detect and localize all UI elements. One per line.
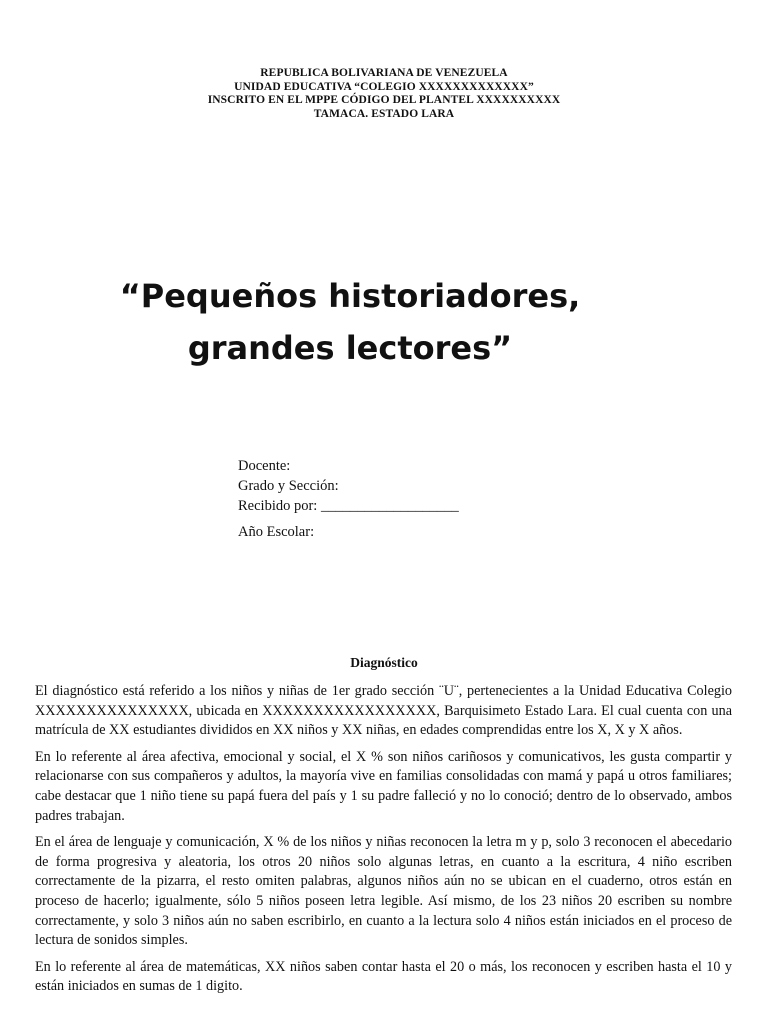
header-line-republic: REPUBLICA BOLIVARIANA DE VENEZUELA — [260, 67, 508, 79]
project-title-line-1: “Pequeños historiadores, — [119, 277, 581, 315]
field-grado-seccion: Grado y Sección: — [238, 478, 339, 494]
field-anio-escolar: Año Escolar: — [238, 524, 315, 540]
section-heading-diagnostico: Diagnóstico — [350, 655, 418, 670]
field-recibido-por: Recibido por: ___________________ — [238, 498, 459, 514]
paragraph-lenguaje: En el área de lenguaje y comunicación, X % de los niños y niñas reconocen la letra m y p, solo 3 reconocen el abecedario de forma progresiva y aleatoria, los otros 20 niños solo algunas letras, en cuanto a la escritura, 4 niño escriben correctamente de la pizarra, el resto omiten palabras, algunos niños aún no se ubican en el cuaderno, otros están en proceso de hacerlo; igualmente, sólo 5 niños poseen letra legible. Así mismo, de los 23 niños 20 escriben su nombre correctamente, y solo 3 niños aún no saben escribirlo, en cuanto a la lectura solo 4 niños están iniciados en el proceso de lectura de sonidos simples. — [35, 834, 732, 949]
project-title — [0, 270, 700, 374]
institution-header — [0, 67, 768, 121]
header-line-location: TAMACA. ESTADO LARA — [313, 107, 455, 120]
paragraph-afectiva: En lo referente al área afectiva, emocional y social, el X % son niños cariñosos y comunicativos, les gusta compartir y relacionarse con sus compañeros y adultos, la mayoría vive en familias consolidadas con mamá y papá u otros familiares; cabe destacar que 1 niño tiene su papá fuera del país y 1 su padre falleció y no lo conoció; dentro de lo observado, ambos padres trabajan. — [35, 748, 732, 824]
paragraph-intro: El diagnóstico está referido a los niños y niñas de 1er grado sección ¨U¨, pertenecientes a la Unidad Educativa Colegio XXXXXXXXXXXXXXX, ubicada en XXXXXXXXXXXXXXXXX, Barquisimeto Estado Lara. El cual cuenta con una matrícula de XX estudiantes divididos en XX niños y XX niñas, en edades comprendidas entre los X, X y X años. — [35, 683, 732, 739]
cover-fields — [238, 456, 459, 542]
paragraph-matematicas: En lo referente al área de matemáticas, XX niños saben contar hasta el 20 o más, los reconocen y escriben hasta el 10 y están iniciados en sumas de 1 digito. — [35, 958, 732, 995]
header-line-school: UNIDAD EDUCATIVA “COLEGIO XXXXXXXXXXXXX” — [234, 80, 534, 93]
project-title-line-2: grandes lectores” — [187, 329, 513, 367]
header-line-registry: INSCRITO EN EL MPPE CÓDIGO DEL PLANTEL XXXXXXXXXX — [207, 94, 561, 106]
field-docente: Docente: — [238, 458, 291, 474]
diagnostico-body — [35, 682, 732, 1004]
